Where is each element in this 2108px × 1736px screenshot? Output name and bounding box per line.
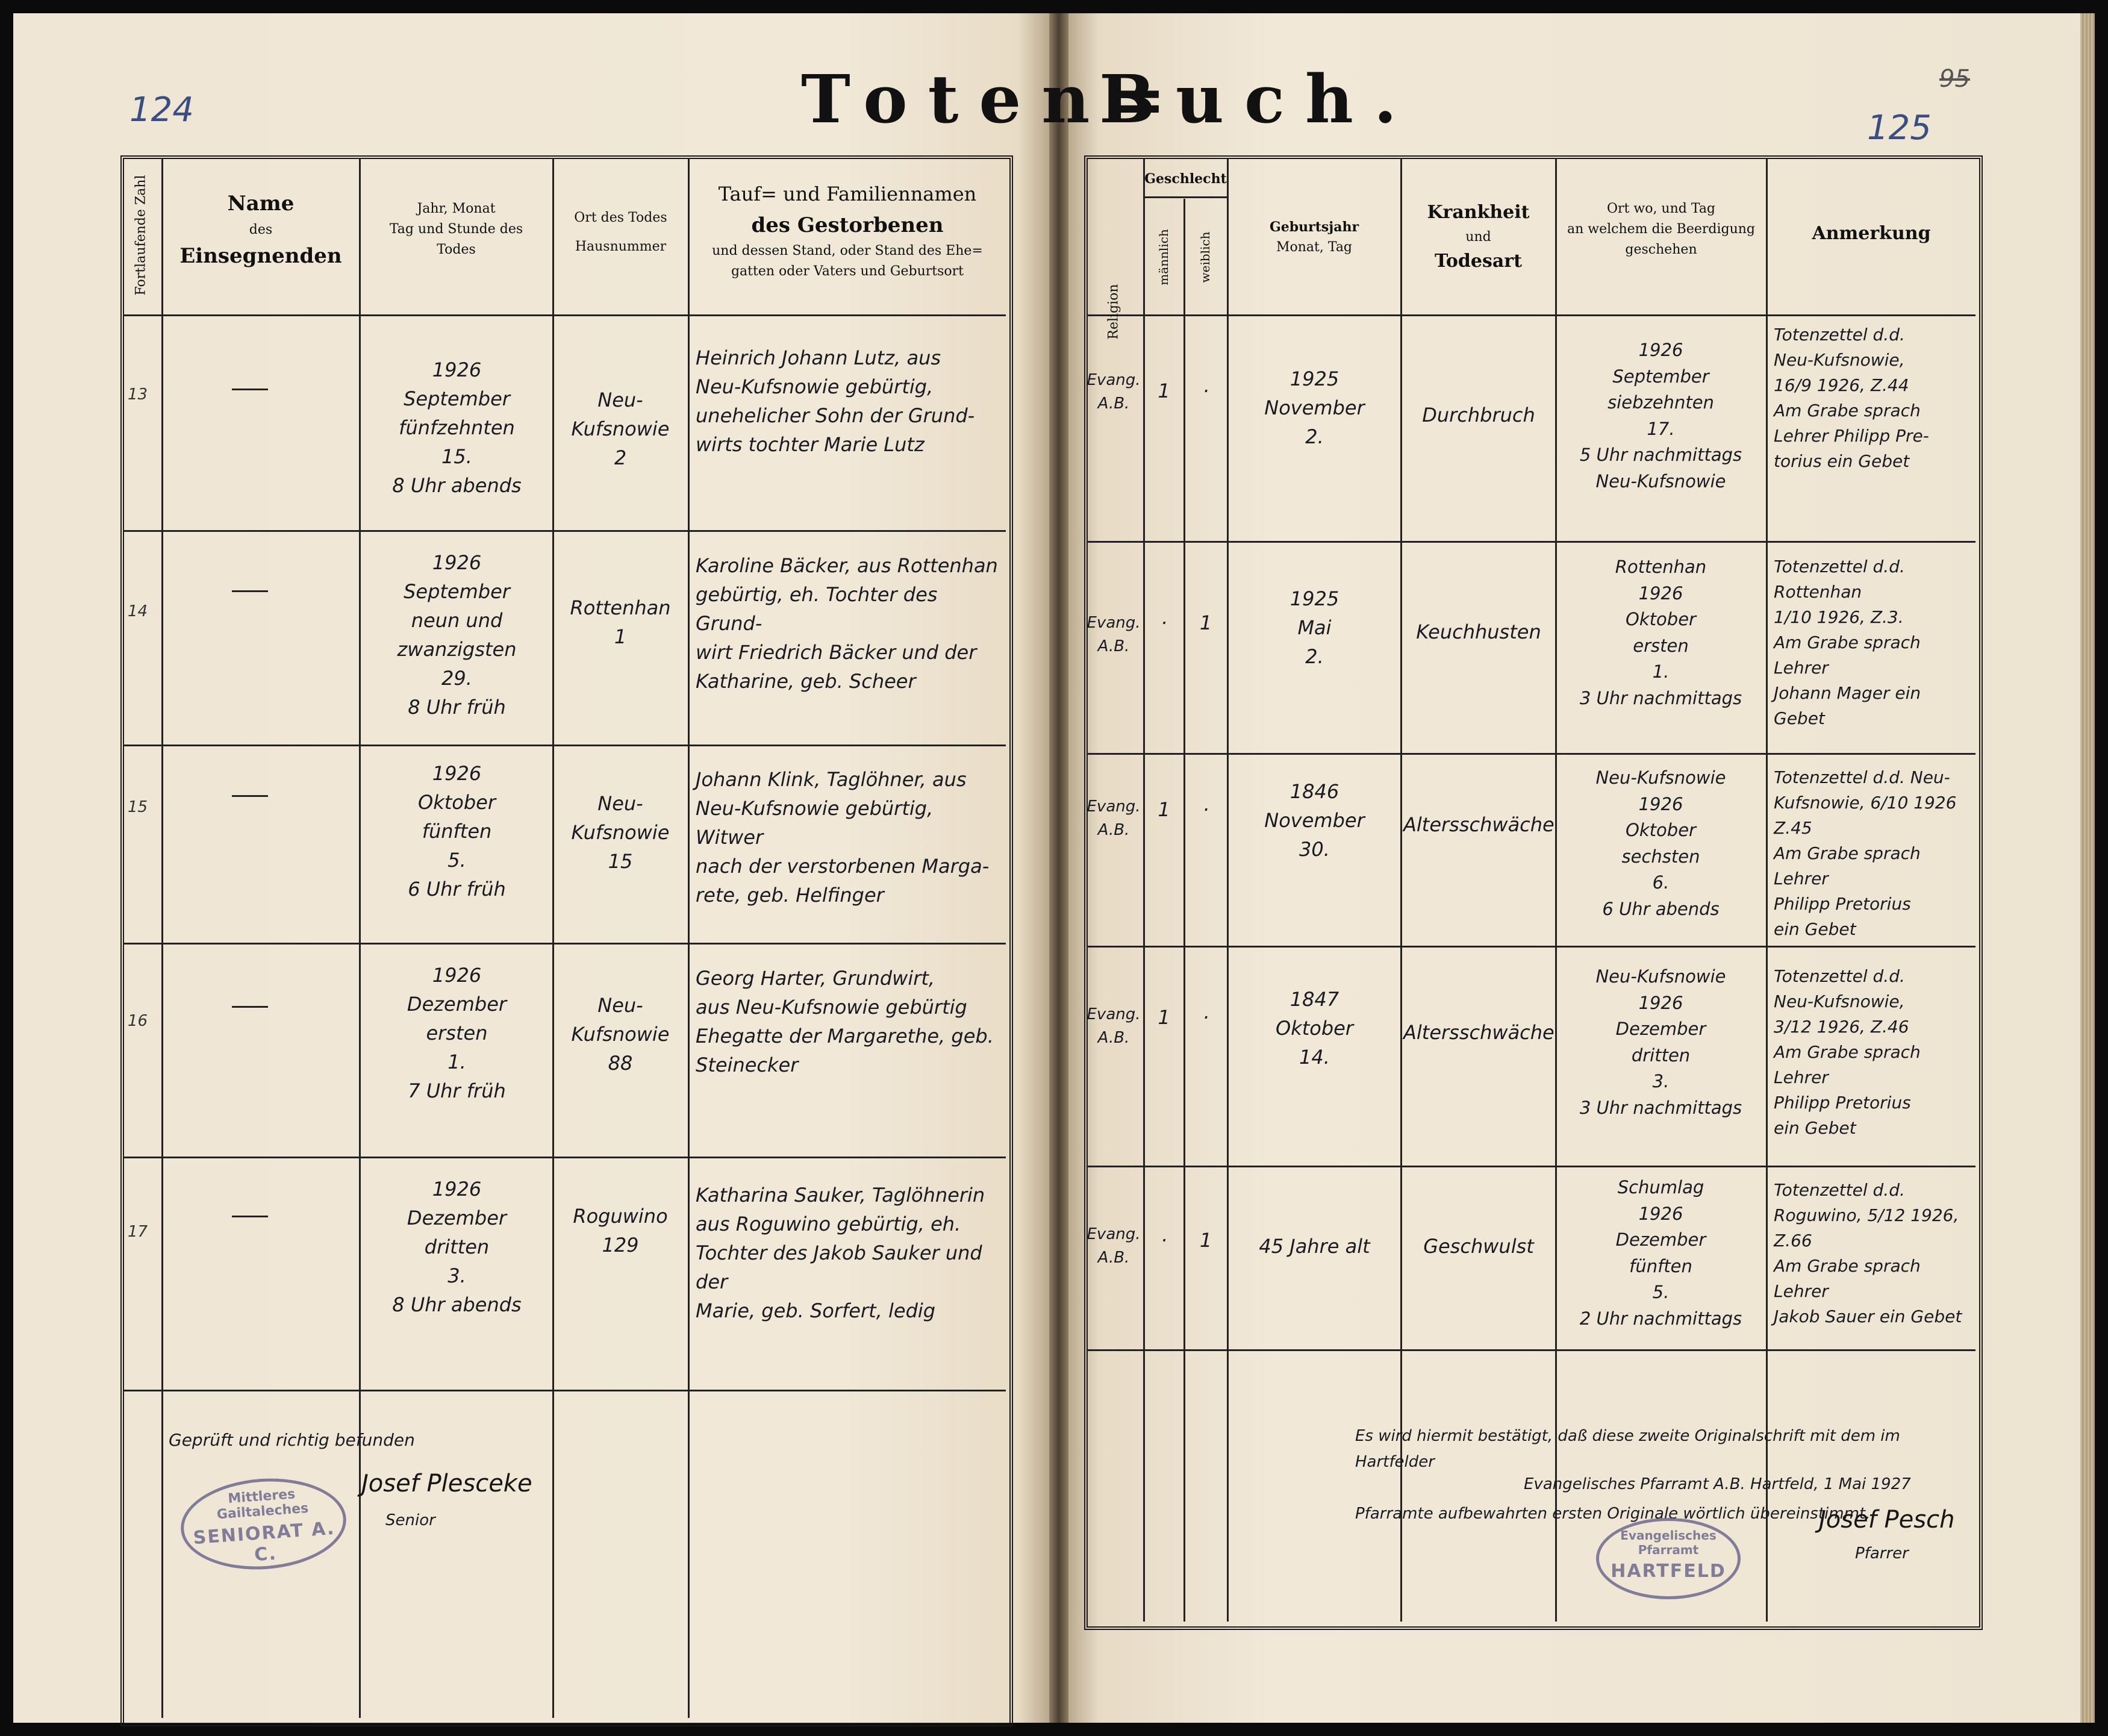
signature-senior-title: Senior <box>385 1511 435 1529</box>
signature-senior: Josef Plesceke <box>361 1470 532 1497</box>
birth-date: 1846 November 30. <box>1264 780 1365 861</box>
remark: Totenzettel d.d. Rottenhan 1/10 1926, Z.3. Am Grabe sprach Lehrer Johann Mager ein Gebet <box>1774 557 1921 728</box>
family-name: Heinrich Johann Lutz, aus Neu-Kufsnowie gebürtig, unehelicher Sohn der Grund- wirts tochter Marie Lutz <box>696 346 975 456</box>
male-count: 1 <box>1158 379 1170 402</box>
religion: Evang. A.B. <box>1087 1225 1141 1267</box>
female-count: · <box>1202 1006 1209 1029</box>
death-date: 1926 September fünfzehnten 15. 8 Uhr abends <box>392 358 522 497</box>
remark: Totenzettel d.d. Neu- Kufsnowie, 6/10 1926 Z.45 Am Grabe sprach Lehrer Philipp Pretorius ein Gebet <box>1774 767 1957 939</box>
header-male: männlich <box>1156 229 1171 286</box>
illness: Geschwulst <box>1423 1235 1534 1258</box>
priest-dash <box>232 389 268 390</box>
birth-date: 45 Jahre alt <box>1259 1235 1370 1258</box>
illness: Altersschwäche <box>1403 1021 1554 1044</box>
stamp-pfarramt: Evangelisches Pfarramt HARTFELD <box>1596 1518 1741 1599</box>
family-name: Georg Harter, Grundwirt, aus Neu-Kufsnowie gebürtig Ehegatte der Margarethe, geb. Steinecker <box>696 967 994 1076</box>
birth-date: 1847 Oktober 14. <box>1276 988 1353 1069</box>
death-date: 1926 September neun und zwanzigsten 29. 8 Uhr früh <box>397 551 517 719</box>
header-remark: Anmerkung <box>1812 223 1931 244</box>
death-place: Rottenhan 1 <box>570 596 671 648</box>
priest-dash <box>232 590 268 592</box>
confirmation-note: Es wird hiermit bestätigt, daß diese zweite Originalschrift mit dem im Hartfelder Pfarramte aufbewahrten ersten Originale wörtlich übereinstimmt. <box>1355 1426 1900 1523</box>
burial: 1926 September siebzehnten 17. 5 Uhr nachmittags Neu-Kufsnowie <box>1579 340 1742 492</box>
row-number: 14 <box>128 602 148 620</box>
header-family: Tauf= und Familiennamen des Gestorbenen und dessen Stand, oder Stand des Ehe= gatten oder Vaters und Geburtsort <box>712 183 983 279</box>
death-date: 1926 Dezember ersten 1. 7 Uhr früh <box>407 964 507 1102</box>
illness: Altersschwäche <box>1403 813 1554 836</box>
family-name: Karoline Bäcker, aus Rottenhan gebürtig, eh. Tochter des Grund- wirt Friedrich Bäcker und der Katharine, geb. Scheer <box>696 554 998 693</box>
male-count: · <box>1161 611 1167 634</box>
burial: Neu-Kufsnowie 1926 Dezember dritten 3. 3 Uhr nachmittags <box>1579 966 1742 1118</box>
row-number: 15 <box>128 798 148 816</box>
burial: Rottenhan 1926 Oktober ersten 1. 3 Uhr nachmittags <box>1579 557 1742 708</box>
burial: Schumlag 1926 Dezember fünften 5. 2 Uhr nachmittags <box>1579 1177 1742 1329</box>
death-place: Neu- Kufsnowie 2 <box>571 389 670 469</box>
female-count: · <box>1202 798 1209 821</box>
page-edges <box>2080 13 2095 1723</box>
male-count: 1 <box>1158 798 1170 821</box>
death-place: Neu- Kufsnowie 15 <box>571 792 670 873</box>
header-religion: Religion <box>1106 284 1121 340</box>
remark: Totenzettel d.d. Neu-Kufsnowie, 3/12 1926, Z.46 Am Grabe sprach Lehrer Philipp Pretorius ein Gebet <box>1774 966 1921 1138</box>
birth-date: 1925 November 2. <box>1264 367 1365 448</box>
death-date: 1926 Dezember dritten 3. 8 Uhr abends <box>392 1178 522 1316</box>
priest-dash <box>232 1006 268 1008</box>
family-name: Katharina Sauker, Taglöhnerin aus Roguwino gebürtig, eh. Tochter des Jakob Sauker und der Marie, geb. Sorfert, ledig <box>696 1184 985 1322</box>
male-count: · <box>1161 1229 1167 1252</box>
header-illness: Krankheit und Todesart <box>1427 202 1530 272</box>
confirmation-place-date: Evangelisches Pfarramt A.B. Hartfeld, 1 Mai 1927 <box>1524 1475 1911 1493</box>
header-name: Name des Einsegnenden <box>179 192 342 268</box>
header-burial: Ort wo, und Tag an welchem die Beerdigung geschehen <box>1567 201 1755 258</box>
book-gutter <box>1049 13 1068 1723</box>
signature-pastor: Josef Pesch <box>1819 1506 1955 1534</box>
female-count: 1 <box>1199 611 1212 634</box>
death-place: Neu- Kufsnowie 88 <box>571 994 670 1075</box>
header-sex: Geschlecht <box>1144 171 1227 187</box>
female-count: · <box>1202 379 1209 402</box>
female-count: 1 <box>1199 1229 1212 1252</box>
row-number: 13 <box>128 386 148 404</box>
remark: Totenzettel d.d. Neu-Kufsnowie, 16/9 1926, Z.44 Am Grabe sprach Lehrer Philipp Pre- torius ein Gebet <box>1774 325 1929 471</box>
birth-date: 1925 Mai 2. <box>1289 587 1339 668</box>
death-place: Roguwino 129 <box>573 1205 668 1257</box>
religion: Evang. A.B. <box>1087 614 1141 655</box>
page-number-old: 95 <box>1939 65 1970 93</box>
family-name: Johann Klink, Taglöhner, aus Neu-Kufsnowie gebürtig, Witwer nach der verstorbenen Marga- rete, geb. Helfinger <box>696 768 990 907</box>
page-number-left: 124 <box>129 90 194 130</box>
verification-note: Geprüft und richtig befunden <box>169 1430 415 1450</box>
illness: Keuchhusten <box>1416 620 1541 643</box>
header-date: Jahr, Monat Tag und Stunde des Todes <box>389 201 523 258</box>
header-place: Ort des Todes Hausnummer <box>574 210 667 255</box>
priest-dash <box>232 795 268 797</box>
title-right: Buch. <box>1099 60 1418 138</box>
religion: Evang. A.B. <box>1087 1005 1141 1047</box>
religion: Evang. A.B. <box>1087 371 1141 413</box>
signature-pastor-title: Pfarrer <box>1855 1544 1909 1563</box>
row-number: 17 <box>128 1223 148 1241</box>
header-female: weiblich <box>1198 231 1212 283</box>
burial: Neu-Kufsnowie 1926 Oktober sechsten 6. 6 Uhr abends <box>1595 767 1726 919</box>
header-birth: Geburtsjahr Monat, Tag <box>1269 219 1359 255</box>
row-number: 16 <box>128 1012 148 1030</box>
page-number-right: 125 <box>1867 108 1932 148</box>
remark: Totenzettel d.d. Roguwino, 5/12 1926, Z.66 Am Grabe sprach Lehrer Jakob Sauer ein Gebet <box>1774 1180 1962 1326</box>
header-number: Fortlaufende Zahl <box>133 175 149 296</box>
death-date: 1926 Oktober fünften 5. 6 Uhr früh <box>408 762 506 901</box>
stamp-seniorat: Mittleres Gailtaleches SENIORAT A. C. <box>178 1473 349 1575</box>
illness: Durchbruch <box>1422 404 1535 426</box>
male-count: 1 <box>1158 1006 1170 1029</box>
religion: Evang. A.B. <box>1087 798 1141 839</box>
title-left: Toten= <box>801 60 1187 138</box>
priest-dash <box>232 1216 268 1217</box>
